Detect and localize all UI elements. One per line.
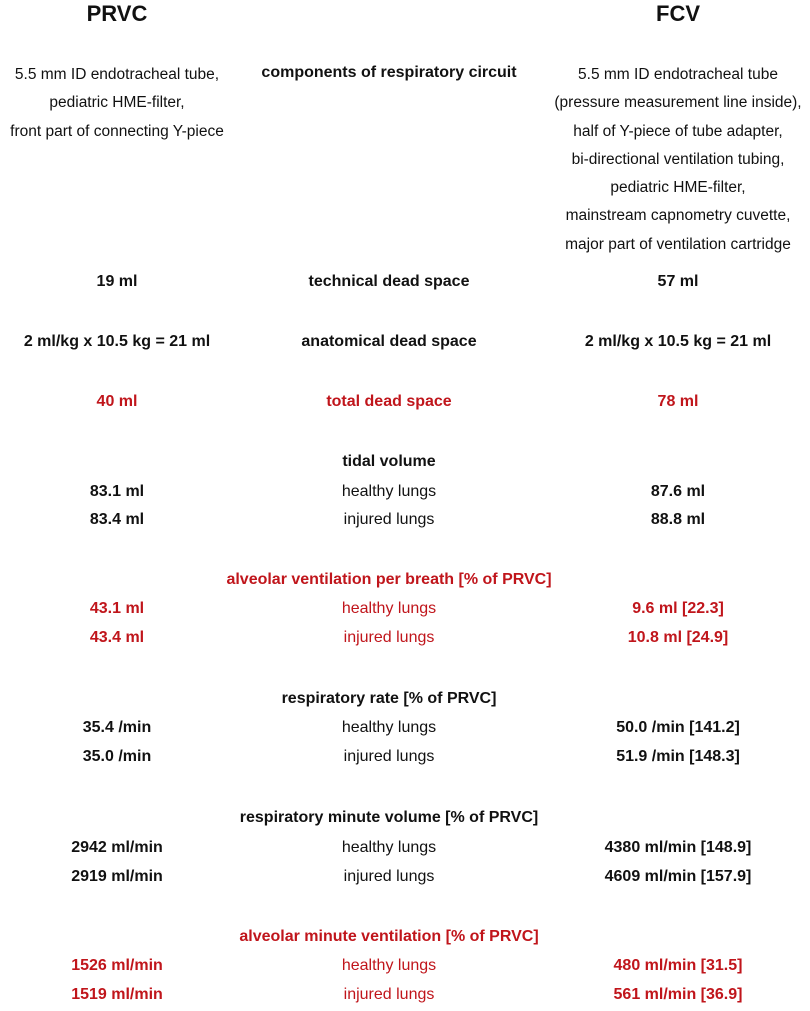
- prvc-alveolar-breath-healthy: 43.1 ml: [89, 600, 145, 617]
- tidal-volume-title: tidal volume: [342, 453, 436, 470]
- fcv-resp-rate-healthy: 50.0 /min [141.2]: [616, 719, 740, 736]
- anatomical-dead-space-label: anatomical dead space: [301, 333, 477, 350]
- fcv-resp-rate-injured: 51.9 /min [148.3]: [616, 748, 740, 765]
- fcv-component-line: mainstream capnometry cuvette,: [565, 207, 791, 225]
- prvc-minute-volume-injured: 2919 ml/min: [71, 868, 163, 885]
- fcv-component-line: (pressure measurement line inside),: [554, 94, 802, 112]
- fcv-technical-dead-space: 57 ml: [657, 273, 699, 290]
- prvc-resp-rate-injured: 35.0 /min: [82, 748, 152, 765]
- fcv-components: [554, 61, 801, 259]
- fcv-tidal-injured: 88.8 ml: [650, 511, 706, 528]
- prvc-alveolar-minute-injured: 1519 ml/min: [71, 986, 163, 1003]
- fcv-anatomical-dead-space: 2 ml/kg x 10.5 kg = 21 ml: [584, 333, 772, 350]
- prvc-tidal-healthy: 83.1 ml: [89, 483, 145, 500]
- fcv-alveolar-breath-injured: 10.8 ml [24.9]: [627, 629, 729, 646]
- prvc-alveolar-breath-injured: 43.4 ml: [89, 629, 145, 646]
- alveolar-breath-title: alveolar ventilation per breath [% of PRVC]: [226, 571, 552, 588]
- prvc-component-line: pediatric HME-filter,: [49, 94, 185, 112]
- components-label: components of respiratory circuit: [261, 64, 517, 81]
- prvc-component-line: front part of connecting Y-piece: [10, 122, 224, 140]
- prvc-components: [10, 61, 224, 146]
- fcv-component-line: pediatric HME-filter,: [610, 179, 746, 197]
- prvc-component-line: 5.5 mm ID endotracheal tube,: [14, 66, 220, 83]
- fcv-minute-volume-healthy: 4380 ml/min [148.9]: [604, 839, 752, 856]
- prvc-minute-volume-healthy: 2942 ml/min: [71, 839, 163, 856]
- header-fcv: FCV: [656, 1, 700, 26]
- fcv-component-line: half of Y-piece of tube adapter,: [573, 122, 783, 140]
- alveolar-breath-injured-label: injured lungs: [343, 629, 435, 646]
- fcv-alveolar-minute-injured: 561 ml/min [36.9]: [613, 986, 743, 1003]
- alveolar-breath-healthy-label: healthy lungs: [341, 600, 437, 617]
- fcv-total-dead-space: 78 ml: [657, 393, 699, 410]
- tidal-injured-label: injured lungs: [343, 511, 435, 528]
- alveolar-minute-healthy-label: healthy lungs: [341, 957, 437, 974]
- fcv-component-line: bi-directional ventilation tubing,: [571, 150, 785, 168]
- alveolar-minute-title: alveolar minute ventilation [% of PRVC]: [239, 928, 539, 945]
- minute-volume-healthy-label: healthy lungs: [341, 839, 437, 856]
- resp-rate-healthy-label: healthy lungs: [341, 719, 437, 736]
- tidal-healthy-label: healthy lungs: [341, 483, 437, 500]
- prvc-total-dead-space: 40 ml: [96, 393, 138, 410]
- minute-volume-injured-label: injured lungs: [343, 868, 435, 885]
- fcv-minute-volume-injured: 4609 ml/min [157.9]: [604, 868, 752, 885]
- fcv-component-line: 5.5 mm ID endotracheal tube: [578, 66, 778, 83]
- prvc-anatomical-dead-space: 2 ml/kg x 10.5 kg = 21 ml: [23, 333, 211, 350]
- fcv-component-line: major part of ventilation cartridge: [565, 235, 791, 253]
- resp-rate-title: respiratory rate [% of PRVC]: [281, 690, 497, 707]
- fcv-tidal-healthy: 87.6 ml: [650, 483, 706, 500]
- prvc-alveolar-minute-healthy: 1526 ml/min: [71, 957, 163, 974]
- total-dead-space-label: total dead space: [326, 393, 452, 410]
- prvc-tidal-injured: 83.4 ml: [89, 511, 145, 528]
- prvc-resp-rate-healthy: 35.4 /min: [82, 719, 152, 736]
- technical-dead-space-label: technical dead space: [308, 273, 470, 290]
- fcv-alveolar-breath-healthy: 9.6 ml [22.3]: [632, 600, 724, 617]
- minute-volume-title: respiratory minute volume [% of PRVC]: [239, 809, 539, 826]
- resp-rate-injured-label: injured lungs: [343, 748, 435, 765]
- alveolar-minute-injured-label: injured lungs: [343, 986, 435, 1003]
- header-prvc: PRVC: [86, 1, 148, 26]
- fcv-alveolar-minute-healthy: 480 ml/min [31.5]: [613, 957, 743, 974]
- prvc-technical-dead-space: 19 ml: [96, 273, 138, 290]
